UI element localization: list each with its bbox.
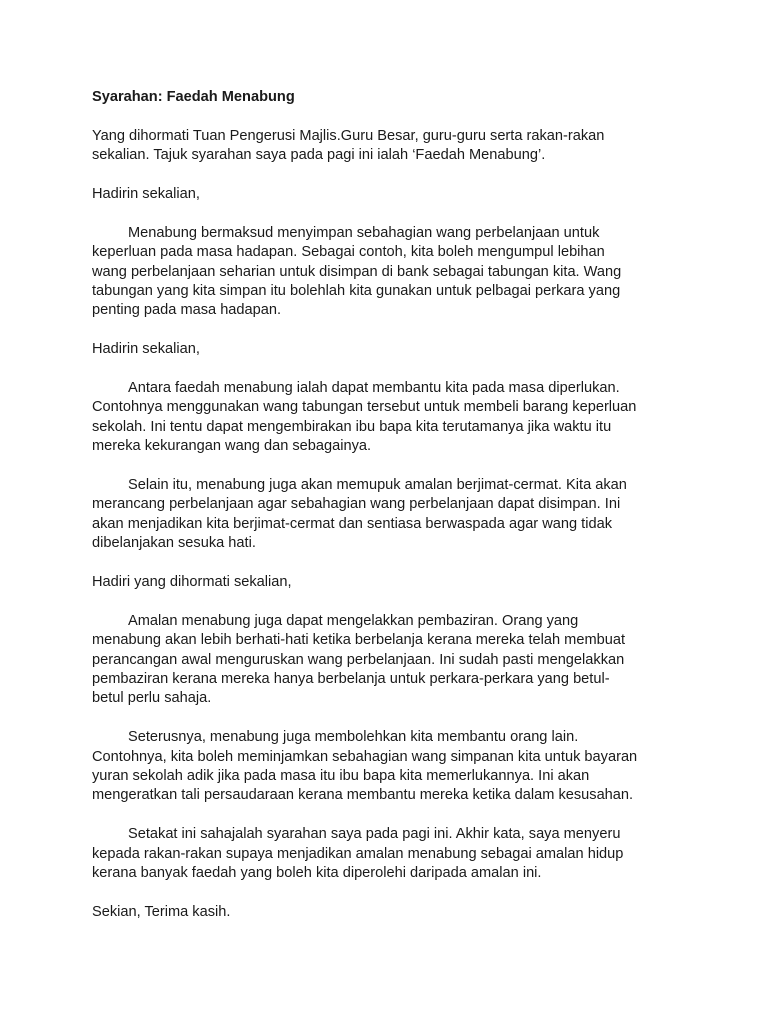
text-line: Hadiri yang dihormati sekalian, — [92, 574, 292, 591]
text-line: Hadirin sekalian, — [92, 186, 200, 202]
text-line: penting pada masa hadapan. — [92, 302, 282, 319]
text-line: pembaziran kerana mereka hanya berbelanja untuk perkara-perkara yang betul- — [92, 671, 610, 688]
text-line: Contohnya menggunakan wang tabungan tersebut untuk membeli barang keperluan — [92, 399, 637, 416]
paragraph-benefit-1 — [92, 379, 682, 457]
text-line: kepada rakan-rakan supaya menjadikan amalan menabung sebagai amalan hidup — [92, 845, 624, 862]
text-line: Antara faedah menabung ialah dapat membantu kita pada masa diperlukan. — [128, 380, 620, 397]
text-line: tabungan yang kita simpan itu bolehlah kita gunakan untuk pelbagai perkara yang — [92, 283, 621, 300]
text-line: mengeratkan tali persaudaraan kerana membantu mereka ketika dalam kesusahan. — [92, 787, 634, 804]
document-body — [92, 88, 682, 942]
text-line: kerana banyak faedah yang boleh kita diperolehi daripada amalan ini. — [92, 865, 542, 882]
text-line: merancang perbelanjaan agar sebahagian wang perbelanjaan dapat disimpan. Ini — [92, 496, 621, 513]
paragraph-salutation — [92, 573, 682, 592]
text-line: Amalan menabung juga dapat mengelakkan pembaziran. Orang yang — [128, 612, 579, 629]
text-line: wang perbelanjaan seharian untuk disimpan di bank sebagai tabungan kita. Wang — [92, 263, 622, 280]
text-line: dibelanjakan sesuka hati. — [92, 535, 256, 552]
text-line: Sekian, Terima kasih. — [92, 903, 231, 920]
text-line: sekalian. Tajuk syarahan saya pada pagi ini ialah ‘Faedah Menabung’. — [92, 147, 546, 164]
paragraph-benefit-2 — [92, 476, 682, 554]
text-line: perancangan awal menguruskan wang perbelanjaan. Ini sudah pasti mengelakkan — [92, 651, 625, 668]
text-line: betul perlu sahaja. — [92, 690, 212, 707]
text-line: yuran sekolah adik jika pada masa itu ibu bapa kita memerlukannya. Ini akan — [92, 768, 590, 785]
paragraph-benefit-3 — [92, 612, 682, 709]
paragraph-salutation — [92, 340, 682, 359]
text-line: Setakat ini sahajalah syarahan saya pada pagi ini. Akhir kata, saya menyeru — [128, 826, 621, 843]
paragraph-greeting — [92, 127, 682, 166]
paragraph-benefit-4 — [92, 728, 682, 806]
paragraph-definition — [92, 224, 682, 321]
text-line: Hadirin sekalian, — [92, 341, 200, 358]
text-line: akan menjadikan kita berjimat-cermat dan sentiasa berwaspada agar wang tidak — [92, 515, 612, 532]
text-line: keperluan pada masa hadapan. Sebagai contoh, kita boleh mengumpul lebihan — [92, 244, 605, 261]
text-line: Seterusnya, menabung juga membolehkan kita membantu orang lain. — [128, 729, 579, 746]
paragraph-closing — [92, 825, 682, 883]
text-line: sekolah. Ini tentu dapat mengembirakan ibu bapa kita terutamanya jika waktu itu — [92, 418, 612, 435]
text-line: mereka kekurangan wang dan sebagainya. — [92, 438, 372, 455]
text-line: Menabung bermaksud menyimpan sebahagian wang perbelanjaan untuk — [128, 224, 600, 241]
text-line: Selain itu, menabung juga akan memupuk amalan berjimat-cermat. Kita akan — [128, 477, 627, 494]
text-line: Contohnya, kita boleh meminjamkan sebahagian wang simpanan kita untuk bayaran — [92, 748, 638, 765]
text-line: menabung akan lebih berhati-hati ketika berbelanja kerana mereka telah membuat — [92, 632, 625, 649]
paragraph-signoff — [92, 903, 682, 922]
text-line: Yang dihormati Tuan Pengerusi Majlis.Guru Besar, guru-guru serta rakan-rakan — [92, 127, 605, 144]
page-title: Syarahan: Faedah Menabung — [92, 89, 295, 105]
paragraph-salutation — [92, 185, 682, 204]
